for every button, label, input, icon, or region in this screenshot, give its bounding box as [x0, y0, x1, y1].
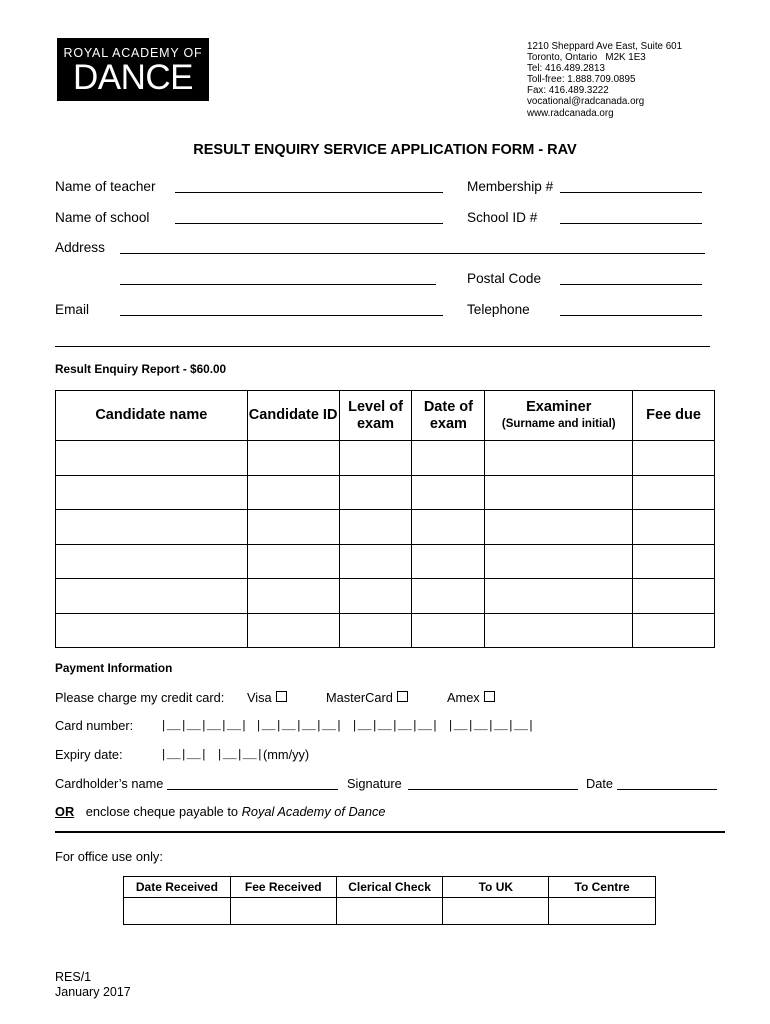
form-title: RESULT ENQUIRY SERVICE APPLICATION FORM - RAV — [193, 142, 577, 158]
address-block — [527, 41, 682, 119]
header-examiner — [485, 391, 633, 441]
candidate-cell[interactable] — [412, 613, 485, 648]
candidate-cell[interactable] — [56, 579, 248, 614]
or-label: OR — [55, 804, 75, 819]
candidate-cell[interactable] — [633, 544, 715, 579]
report-heading: Result Enquiry Report - $60.00 — [55, 362, 227, 376]
office-header-date-received: Date Received — [124, 877, 231, 898]
office-cell[interactable] — [124, 898, 231, 925]
office-header-clerical-check: Clerical Check — [336, 877, 443, 898]
candidate-cell[interactable] — [633, 613, 715, 648]
candidate-row — [56, 510, 715, 545]
office-cell[interactable] — [549, 898, 656, 925]
visa-checkbox[interactable] — [276, 691, 287, 702]
membership-label: Membership # — [467, 179, 554, 194]
school-field[interactable] — [175, 223, 443, 224]
address-line: Fax: 416.489.3222 — [527, 85, 609, 97]
candidate-cell[interactable] — [247, 510, 339, 545]
header-fee-due: Fee due — [633, 391, 715, 441]
date-field[interactable] — [617, 789, 717, 790]
office-cell[interactable] — [336, 898, 443, 925]
office-header-row — [124, 877, 656, 898]
office-header-to-uk: To UK — [443, 877, 549, 898]
teacher-label: Name of teacher — [55, 179, 156, 194]
school-label: Name of school — [55, 210, 150, 225]
address-line: www.radcanada.org — [527, 107, 614, 119]
card-number-label: Card number: — [55, 718, 134, 733]
address-line: vocational@radcanada.org — [527, 96, 645, 108]
header-candidate-id: Candidate ID — [247, 391, 339, 441]
header-examiner-sub: (Surname and initial) — [501, 417, 616, 430]
signature-label: Signature — [347, 776, 402, 791]
candidate-cell[interactable] — [339, 544, 412, 579]
candidate-cell[interactable] — [633, 579, 715, 614]
candidate-row — [56, 441, 715, 476]
membership-field[interactable] — [560, 192, 702, 193]
telephone-label: Telephone — [467, 302, 530, 317]
payment-divider — [55, 831, 725, 833]
email-label: Email — [55, 302, 89, 317]
candidate-cell[interactable] — [339, 475, 412, 510]
address-field-2[interactable] — [120, 284, 436, 285]
candidate-cell[interactable] — [339, 579, 412, 614]
candidate-cell[interactable] — [339, 441, 412, 476]
candidate-cell[interactable] — [56, 441, 248, 476]
office-cell[interactable] — [443, 898, 549, 925]
expiry-label: Expiry date: — [55, 747, 123, 762]
card-number-group-4[interactable]: |__|__|__|__| — [447, 719, 535, 733]
candidate-cell[interactable] — [56, 510, 248, 545]
cardholder-label: Cardholder’s name — [55, 776, 164, 791]
header-examiner-label: Examiner — [526, 398, 592, 415]
expiry-year[interactable]: |__|__| — [216, 748, 263, 762]
candidate-cell[interactable] — [485, 613, 633, 648]
card-number-group-1[interactable]: |__|__|__|__| — [160, 719, 248, 733]
amex-checkbox[interactable] — [484, 691, 495, 702]
office-header-fee-received: Fee Received — [230, 877, 336, 898]
candidate-cell[interactable] — [485, 441, 633, 476]
candidate-cell[interactable] — [247, 613, 339, 648]
cheque-text: enclose cheque payable to — [85, 804, 239, 819]
cardholder-field[interactable] — [167, 789, 338, 790]
email-field[interactable] — [120, 315, 443, 316]
office-header-to-centre: To Centre — [549, 877, 656, 898]
candidate-cell[interactable] — [633, 441, 715, 476]
candidate-cell[interactable] — [412, 544, 485, 579]
date-label: Date — [586, 776, 614, 791]
expiry-month[interactable]: |__|__| — [160, 748, 207, 762]
candidate-cell[interactable] — [633, 475, 715, 510]
candidate-header-row — [56, 391, 715, 441]
visa-label: Visa — [247, 690, 272, 705]
candidate-cell[interactable] — [485, 579, 633, 614]
address-line: 1210 Sheppard Ave East, Suite 601 — [527, 41, 683, 52]
card-number-group-2[interactable]: |__|__|__|__| — [255, 719, 343, 733]
candidate-table — [55, 390, 715, 648]
address-line: Toronto, Ontario M2K 1E3 — [527, 52, 646, 64]
card-number-group-3[interactable]: |__|__|__|__| — [351, 719, 439, 733]
form-date: January 2017 — [55, 985, 131, 999]
cheque-line — [55, 804, 386, 819]
office-label: For office use only: — [55, 849, 163, 864]
separator-line — [55, 346, 710, 347]
mastercard-option[interactable] — [326, 690, 408, 705]
candidate-cell[interactable] — [412, 475, 485, 510]
office-table — [123, 876, 656, 925]
candidate-cell[interactable] — [412, 510, 485, 545]
office-entry-row — [124, 898, 656, 925]
header-date: Date of exam — [412, 391, 485, 441]
candidate-row — [56, 544, 715, 579]
school-id-field[interactable] — [560, 223, 702, 224]
candidate-cell[interactable] — [247, 579, 339, 614]
address-label: Address — [55, 240, 105, 255]
header-candidate-name: Candidate name — [56, 391, 248, 441]
candidate-cell[interactable] — [485, 544, 633, 579]
candidate-cell[interactable] — [56, 544, 248, 579]
candidate-cell[interactable] — [339, 510, 412, 545]
address-line: Tel: 416.489.2813 — [527, 63, 605, 75]
candidate-cell[interactable] — [412, 579, 485, 614]
footer — [55, 970, 131, 1000]
logo-line-1: ROYAL ACADEMY OF — [63, 46, 203, 60]
mastercard-checkbox[interactable] — [397, 691, 408, 702]
amex-label: Amex — [447, 690, 480, 705]
postal-label: Postal Code — [467, 271, 542, 286]
candidate-cell[interactable] — [485, 510, 633, 545]
mastercard-label: MasterCard — [326, 690, 393, 705]
office-cell[interactable] — [230, 898, 336, 925]
candidate-row — [56, 475, 715, 510]
candidate-cell[interactable] — [56, 613, 248, 648]
address-field[interactable] — [120, 253, 705, 254]
rad-logo — [57, 38, 209, 101]
signature-field[interactable] — [408, 789, 578, 790]
candidate-row — [56, 579, 715, 614]
candidate-cell[interactable] — [412, 441, 485, 476]
logo-line-2: DANCE — [72, 58, 194, 97]
address-line: Toll-free: 1.888.709.0895 — [527, 74, 636, 86]
candidate-row — [56, 613, 715, 648]
payee-name: Royal Academy of Dance — [241, 804, 386, 819]
visa-option[interactable] — [247, 690, 287, 705]
candidate-cell[interactable] — [56, 475, 248, 510]
candidate-cell[interactable] — [633, 510, 715, 545]
charge-label: Please charge my credit card: — [55, 690, 225, 705]
amex-option[interactable] — [447, 690, 495, 705]
payment-heading: Payment Information — [55, 661, 173, 675]
header-level: Level of exam — [339, 391, 412, 441]
candidate-cell[interactable] — [247, 475, 339, 510]
teacher-field[interactable] — [175, 192, 443, 193]
school-id-label: School ID # — [467, 210, 538, 225]
telephone-field[interactable] — [560, 315, 702, 316]
expiry-format: (mm/yy) — [263, 747, 310, 762]
candidate-cell[interactable] — [247, 441, 339, 476]
candidate-cell[interactable] — [485, 475, 633, 510]
candidate-cell[interactable] — [247, 544, 339, 579]
candidate-cell[interactable] — [339, 613, 412, 648]
form-code: RES/1 — [55, 970, 92, 984]
postal-field[interactable] — [560, 284, 702, 285]
